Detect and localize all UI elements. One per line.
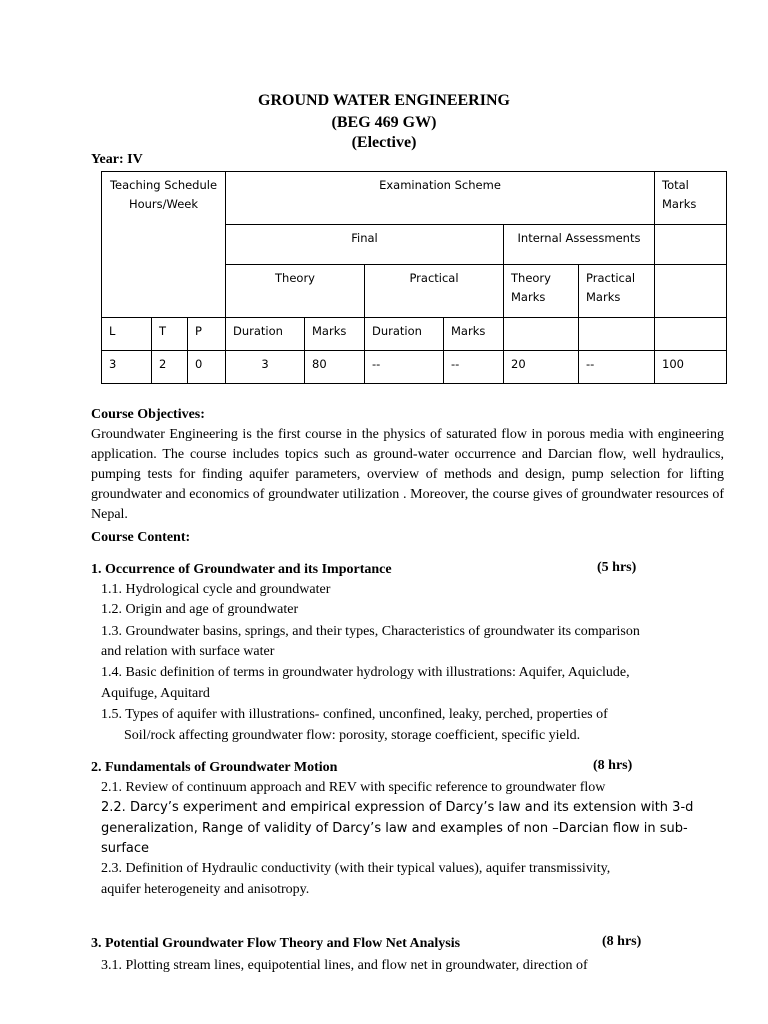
- internal-assessments-header: Internal Assessments: [504, 225, 655, 265]
- exam-scheme-table: [101, 171, 727, 384]
- course-title: GROUND WATER ENGINEERING: [258, 92, 510, 109]
- value-total: 100: [655, 351, 727, 384]
- practical-marks-header: Marks: [444, 318, 504, 351]
- section-3-title: 3. Potential Groundwater Flow Theory and Flow Net Analysis: [91, 936, 461, 951]
- value-practical-duration: --: [365, 351, 444, 384]
- col-p-header: P: [188, 318, 226, 351]
- ia-practical-marks-header: Practical Marks: [579, 265, 655, 318]
- section-1-title: 1. Occurrence of Groundwater and its Importance: [91, 562, 392, 577]
- practical-header: Practical: [365, 265, 504, 318]
- theory-marks-header: Marks: [305, 318, 365, 351]
- section-2-item: 2.2. Darcy’s experiment and empirical expression of Darcy’s law and its extension with 3-d: [101, 800, 694, 815]
- section-1-hours: (5 hrs): [597, 560, 637, 575]
- empty-cell: [655, 265, 727, 318]
- course-content-heading: Course Content:: [91, 530, 191, 545]
- value-p: 0: [188, 351, 226, 384]
- value-ia-theory: 20: [504, 351, 579, 384]
- course-code: (BEG 469 GW): [331, 114, 437, 131]
- section-1-item: 1.2. Origin and age of groundwater: [101, 602, 299, 617]
- value-practical-marks: --: [444, 351, 504, 384]
- section-2-item: generalization, Range of validity of Darcy’s law and examples of non –Darcian flow in sub-: [101, 821, 688, 836]
- empty-cell: [655, 318, 727, 351]
- section-2-title: 2. Fundamentals of Groundwater Motion: [91, 760, 338, 775]
- col-l-header: L: [102, 318, 152, 351]
- value-l: 3: [102, 351, 152, 384]
- section-3-hours: (8 hrs): [602, 934, 642, 949]
- value-theory-duration: 3: [226, 351, 305, 384]
- objectives-text: Groundwater Engineering is the first course in the physics of saturated flow in porous media with engineering application. The course includes topics such as ground-water occurrence and Darcian flow, well hydraulics, pumping tests for finding aquifer parameters, overview of methods and design, pump selection for lifting groundwater and economics of groundwater utilization . Moreover, the course gives of groundwater resources of Nepal.: [91, 427, 724, 522]
- section-1-item: 1.3. Groundwater basins, springs, and their types, Characteristics of groundwater its comparison: [101, 624, 640, 639]
- value-theory-marks: 80: [305, 351, 365, 384]
- practical-duration-header: Duration: [365, 318, 444, 351]
- theory-duration-header: Duration: [226, 318, 305, 351]
- section-1-item: 1.1. Hydrological cycle and groundwater: [101, 582, 331, 597]
- ia-theory-marks-header: Theory Marks: [504, 265, 579, 318]
- final-header: Final: [226, 225, 504, 265]
- section-2-item: surface: [101, 841, 150, 856]
- section-1-item: 1.4. Basic definition of terms in groundwater hydrology with illustrations: Aquifer, Aquiclude,: [101, 665, 630, 680]
- empty-cell: [579, 318, 655, 351]
- objectives-heading: Course Objectives:: [91, 407, 205, 422]
- total-marks-header: Total Marks: [655, 172, 727, 225]
- examination-scheme-header: Examination Scheme: [226, 172, 655, 225]
- theory-header: Theory: [226, 265, 365, 318]
- empty-cell: [655, 225, 727, 265]
- section-2-item: 2.3. Definition of Hydraulic conductivity (with their typical values), aquifer transmissivity,: [101, 861, 611, 876]
- section-2-item: 2.1. Review of continuum approach and REV with specific reference to groundwater flow: [101, 780, 606, 795]
- col-t-header: T: [152, 318, 188, 351]
- section-3-item: 3.1. Plotting stream lines, equipotential lines, and flow net in groundwater, direction of: [101, 958, 588, 973]
- section-1-item: Aquifuge, Aquitard: [101, 686, 210, 701]
- section-1-item: and relation with surface water: [101, 644, 275, 659]
- course-type: (Elective): [351, 134, 417, 151]
- teaching-schedule-header: Teaching Schedule Hours/Week: [102, 172, 226, 318]
- year-label: Year: IV: [91, 152, 143, 167]
- empty-cell: [504, 318, 579, 351]
- section-2-item: aquifer heterogeneity and anisotropy.: [101, 882, 310, 897]
- section-1-item: 1.5. Types of aquifer with illustrations- confined, unconfined, leaky, perched, properties of: [101, 707, 608, 722]
- value-t: 2: [152, 351, 188, 384]
- section-1-item: Soil/rock affecting groundwater flow: porosity, storage coefficient, specific yield.: [124, 728, 581, 743]
- value-ia-practical: --: [579, 351, 655, 384]
- section-2-hours: (8 hrs): [593, 758, 633, 773]
